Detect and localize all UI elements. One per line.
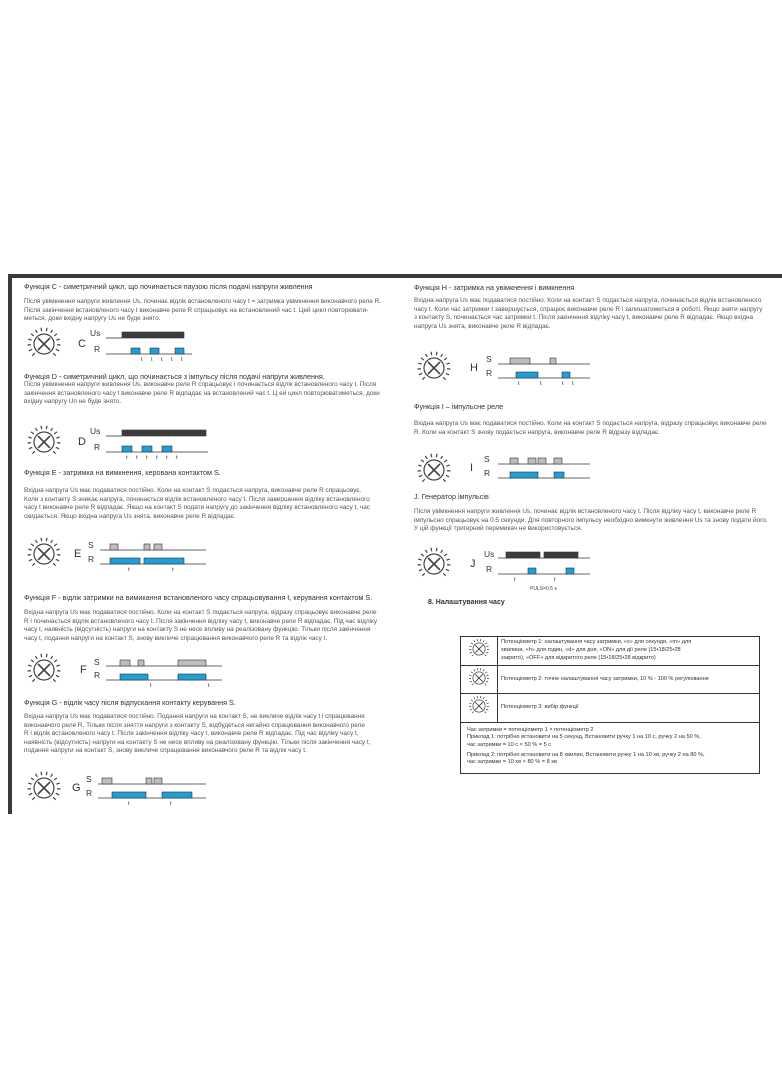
tick-t: t	[518, 381, 520, 387]
settings-row-potentiometer-3	[461, 694, 760, 723]
function-h-dial-icon	[416, 350, 452, 386]
tick-t: t	[572, 381, 574, 387]
function-c-timing-chart	[100, 326, 260, 366]
tick-t: t	[128, 567, 130, 573]
potentiometer-1-dial-icon	[465, 638, 493, 660]
signal-label-us: Us	[484, 549, 495, 559]
settings-row-text: Потенціометр 3: вибір функції	[498, 694, 760, 723]
tick-t: t	[181, 357, 183, 363]
page-left-border	[8, 274, 12, 814]
tick-t: t	[156, 455, 158, 461]
function-j-diagram	[414, 546, 614, 594]
function-g-timing-chart	[94, 770, 254, 810]
settings-row-potentiometer-1	[461, 637, 760, 666]
function-d-letter: D	[78, 436, 86, 448]
function-f-diagram	[24, 652, 254, 692]
function-d-dial-icon	[26, 424, 62, 460]
function-f-dial-icon	[26, 652, 62, 688]
function-g-dial-icon	[26, 770, 62, 806]
function-c-dial-icon	[26, 326, 62, 362]
function-f-timing-chart	[102, 652, 262, 692]
signal-label-r: R	[484, 468, 491, 478]
function-g-text: Вхідна напруга Us має подаватися постійно. Подання напруги на контакт S, не викличе відлік часу t і спрацювання виконавчого реле R. Тільки після зняття напруги з контакту S, відбудеться негайно спрацювання виконавчого реле R і відлік встановленого часу t. Після закінчення відліку часу t, виконавче реле R відпадає. Під час відліку часу t, наявність (відсутність) напруги на контакту S не несе впливу на реалізовану функцію. Тільки після закінчення часу t, подання напруги на контакт S, знову викличе спрацювання виконавчого реле R та відлік часу t.	[24, 713, 371, 755]
function-i-dial-icon	[416, 452, 452, 488]
function-e-timing-chart	[96, 536, 256, 576]
tick-t: t	[146, 455, 148, 461]
function-c-diagram	[24, 326, 254, 366]
function-g-letter: G	[72, 782, 81, 794]
tick-t: t	[126, 455, 128, 461]
signal-label-s: S	[486, 354, 492, 364]
potentiometer-2-dial-icon	[465, 667, 493, 689]
function-d-diagram	[24, 424, 254, 464]
potentiometer-3-dial-icon	[465, 695, 493, 717]
tick-t: t	[540, 381, 542, 387]
tick-t: t	[176, 455, 178, 461]
tick-t: t	[141, 357, 143, 363]
page-top-border	[12, 274, 782, 278]
tick-t: t	[136, 455, 138, 461]
signal-label-r: R	[94, 344, 101, 354]
function-h-text: Вхідна напруга Us має подаватися постійно. Коли на контакт S подається напруга, починається відлік встановленого часу t. Коли час затримки t завершується, спрацює виконавче реле R і залишатиметься в роботі. Якщо зняти напругу з контакту S, починається час затримки t. Після закінчення відліку часу t, виконавче реле R відпадає. Якщо вхідна напруга Us знята, виконавче реле R відпадає.	[414, 297, 763, 330]
pulse-label: PULS=0.5 s	[530, 586, 557, 592]
function-e-heading: Функція E - затримка на вимкнення, керована контактом S.	[24, 468, 221, 477]
function-j-dial-icon	[416, 546, 452, 582]
signal-label-s: S	[484, 454, 490, 464]
function-e-diagram	[24, 536, 254, 576]
signal-label-s: S	[86, 774, 92, 784]
function-i-text: Вхідна напруга Us має подаватися постійно. Коли на контакт S подається напруга, відразу спрацьовує виконавче реле R. Коли на контакт S знову подається напруга, виконавче реле R відразу відпадає.	[414, 420, 767, 436]
tick-t: t	[562, 381, 564, 387]
function-i-letter: I	[470, 462, 474, 474]
function-d-timing-chart	[100, 424, 260, 464]
function-j-text: Після увімкнення напруги живлення Us, починає відлік встановленого часу t. Після відліку часу t, виконавче реле R імпульсно спрацьовує на 0.5 секунди. Для повторного імпульсу необхідно вимкнути живлення Us та знову подати його. У цій функції тригерний перемикач не використовується.	[414, 508, 768, 533]
signal-label-r: R	[88, 554, 95, 564]
function-e-letter: E	[74, 548, 82, 560]
function-f-text: Вхідна напруга Us має подаватися постійно. Коли на контакт S подається напруга, відразу спрацьовує виконавче реле R і починається відлік встановленого часу t. Після закінчення відліку часу t, виконавче реле R відпадає. Під час відліку часу t, наявність (відсутність) напруги на контакту S не несе впливу на реалізовану функцію. Тільки після закінчення часу t, подання напруги на контакт S, знову викличе спрацювання виконавчого реле R та відлік часу t.	[24, 609, 378, 642]
function-f-letter: F	[80, 664, 87, 676]
signal-label-r: R	[94, 442, 101, 452]
function-e-text: Вхідна напруга Us має подаватися постійно. Коли на контакт S подається напруга, виконавче реле R спрацьовує. Коли з контакту S зникає напруга, починається відлік встановленого часу t. Після завершення відліку встановленого часу t виконавче реле R відпадає. Якщо на контакт S подати напругу до закінчення відліку встановленого часу t, час скидається. Якщо вхідна напруга Us знята, виконавче реле R відпадає.	[24, 487, 371, 520]
function-f-heading: Функція F - відлік затримки на вимикання встановленого часу спрацьовування t, керування контактом S.	[24, 593, 373, 602]
signal-label-r: R	[486, 368, 493, 378]
function-h-letter: H	[470, 362, 478, 374]
signal-label-s: S	[88, 540, 94, 550]
function-h-diagram	[414, 350, 614, 390]
function-h-heading: Функція H - затримка на увімкнення і вимкнення	[414, 283, 575, 292]
function-c-heading: Функція C - симетричний цикл, що починається паузою після подачі напруги живлення	[24, 282, 313, 291]
settings-table	[460, 636, 760, 774]
settings-notes-row	[461, 722, 760, 773]
settings-heading: 8. Налаштування часу	[428, 599, 505, 606]
signal-label-r: R	[86, 788, 93, 798]
function-j-letter: J	[470, 558, 476, 570]
tick-t: t	[171, 357, 173, 363]
signal-label-us: Us	[90, 426, 101, 436]
tick-t: t	[150, 683, 152, 689]
function-g-heading: Функція G - відлік часу після відпускання контакту керування S.	[24, 698, 236, 707]
settings-row-text: Потенціометр 2: точне налаштування часу затримки, 10 % - 100 % регулювання	[498, 665, 760, 694]
settings-notes: Час затримки = потенціометр 1 × потенціометр 2 Приклад 1: потрібно встановити на 5 секунд, Встановити ручку 1 на 10 с, ручку 2 на 50 %, час затримки = 10 с × 50 % = 5 с Приклад 2: потрібно встановити на 8 хвилин, Встановити ручку 1 на 10 хв, ручку 2 на 80 %, час затримки = 10 хв × 80 % = 8 хв	[461, 722, 760, 773]
function-j-heading: J. Генератор імпульсів	[414, 492, 489, 501]
settings-row-potentiometer-2	[461, 665, 760, 694]
tick-t: t	[514, 577, 516, 583]
function-d-text: Після увімкнення напруги живлення Us, виконавче реле R спрацьовує і починається відлік встановленого часу t. Після закінчення встановленого часу t виконавче реле R відпадає на встановлений час t. Ц ей цикл повторюватиметься, доки вхідну напругу Un не буде знято.	[24, 381, 380, 406]
function-i-diagram	[414, 452, 614, 492]
function-g-diagram	[24, 770, 254, 810]
tick-t: t	[161, 357, 163, 363]
function-h-timing-chart	[494, 350, 624, 390]
function-d-heading: Функція D - симетричний цикл, що починається з імпульсу після подачі напруги живлення.	[24, 372, 325, 381]
function-e-dial-icon	[26, 536, 62, 572]
signal-label-r: R	[94, 670, 101, 680]
signal-label-r: R	[486, 564, 493, 574]
settings-row-text: Потенціометр 1: налаштування часу затримки, «s» для секунди, «m» для хвилини, «h» для годин, «d» для дня, «ON» для дії реле (15•18/25•28 закрито), «OFF» для відкритого реле (15•18/25•28 відкрито)	[498, 637, 760, 666]
tick-t: t	[128, 801, 130, 807]
signal-label-s: S	[94, 657, 100, 667]
function-i-timing-chart	[494, 452, 624, 492]
function-i-heading: Функція I – імпульсне реле	[414, 402, 504, 411]
signal-label-us: Us	[90, 328, 101, 338]
function-c-text: Після увімкнення напруги живлення Us, починає відлік встановленого часу t = затримка увімкнення виконавчого реле R. Після закінчення встановленого часу t виконавче реле R спрацьовує на встановлений час t. Цей цикл повторювати- меться, доки вхідну напругу Us не буде знято.	[24, 298, 382, 323]
tick-t: t	[170, 801, 172, 807]
tick-t: t	[208, 683, 210, 689]
tick-t: t	[554, 577, 556, 583]
tick-t: t	[166, 455, 168, 461]
tick-t: t	[151, 357, 153, 363]
function-c-letter: C	[78, 338, 86, 350]
tick-t: t	[172, 567, 174, 573]
